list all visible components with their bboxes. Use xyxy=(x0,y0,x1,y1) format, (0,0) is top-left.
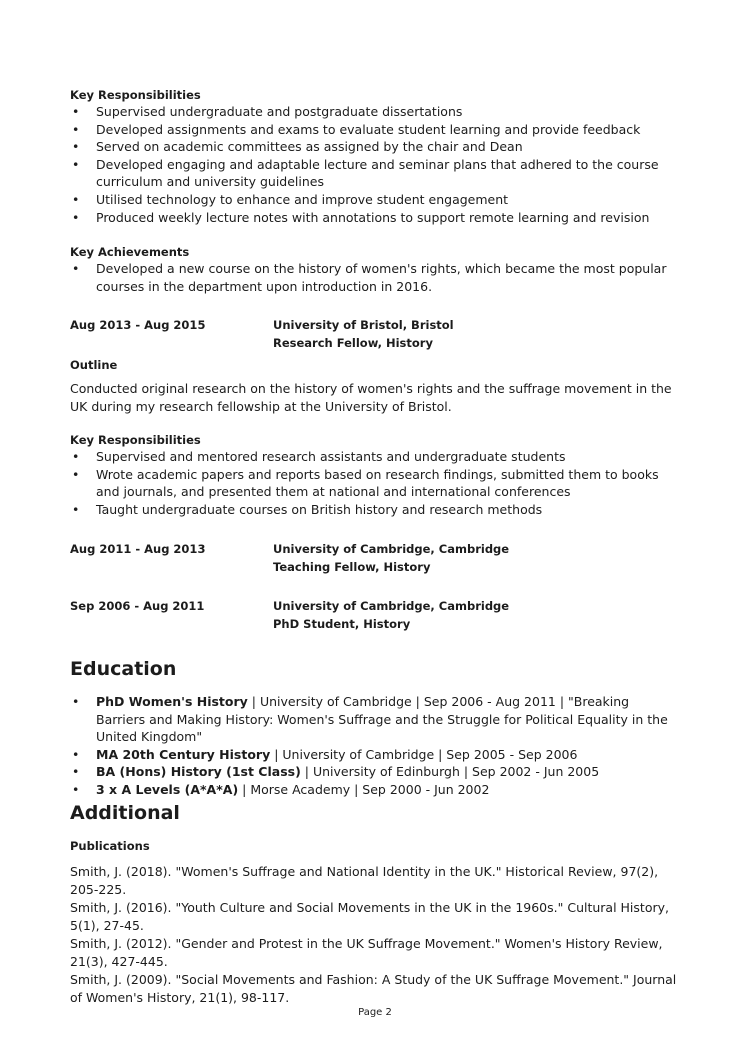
education-item xyxy=(70,693,682,746)
bullet-icon: • xyxy=(72,104,80,119)
publications-block xyxy=(70,838,682,1007)
list-item: • Supervised and mentored research assistants and undergraduate students xyxy=(72,449,566,464)
section-heading-education: Education xyxy=(70,658,177,680)
outline-heading: Outline xyxy=(70,358,118,372)
bullet-icon: • xyxy=(72,121,80,137)
education-list xyxy=(70,693,682,799)
list-item: • Utilised technology to enhance and improve student engagement xyxy=(72,191,509,207)
section-heading-additional: Additional xyxy=(70,802,180,824)
bullet-icon: • xyxy=(72,764,80,780)
responsibilities-heading: Key Responsibilities xyxy=(70,433,201,447)
list-item: • Served on academic committees as assigned by the chair and Dean xyxy=(72,139,523,155)
degree-detail: | University of Edinburgh | Sep 2002 - Jun 2005 xyxy=(300,764,600,780)
job-title: Teaching Fellow, History xyxy=(273,559,431,574)
job-dates: Aug 2013 - Aug 2015 xyxy=(70,318,206,332)
job-organisation: University of Bristol, Bristol xyxy=(273,318,454,332)
page-number: Page 2 xyxy=(358,1007,392,1018)
list-item: • Produced weekly lecture notes with annotations to support remote learning and revision xyxy=(72,209,650,225)
degree-detail: | Morse Academy | Sep 2000 - Jun 2002 xyxy=(238,781,490,797)
bullet-icon: • xyxy=(72,694,80,709)
achievements-list xyxy=(70,260,682,295)
bullet-icon: • xyxy=(72,191,80,207)
job-organisation: University of Cambridge, Cambridge xyxy=(273,542,510,556)
list-item: • Supervised undergraduate and postgraduate dissertations xyxy=(72,104,463,119)
bristol-responsibilities xyxy=(70,432,682,518)
bullet-icon: • xyxy=(72,781,80,797)
job-title: Research Fellow, History xyxy=(273,335,433,350)
bullet-icon: • xyxy=(72,209,80,225)
publication-entry: Smith, J. (2012). "Gender and Protest in the UK Suffrage Movement." Women's History Review, 21(3), 427-445. xyxy=(70,936,663,969)
responsibilities-list xyxy=(70,103,682,226)
degree-name: MA 20th Century History xyxy=(96,746,271,762)
education-item xyxy=(70,763,682,781)
education-section xyxy=(70,657,682,681)
degree-detail: | University of Cambridge | Sep 2006 - Aug 2011 | "Breaking Barriers and Making History: Women's Suffrage and the Struggle for Political Equality in the United Kingdom" xyxy=(96,694,668,745)
publications-list xyxy=(70,863,682,1007)
education-item xyxy=(70,746,682,764)
list-item: • Developed a new course on the history of women's rights, which became the most popular courses in the department upon introduction in 2016. xyxy=(72,261,667,294)
bullet-icon: • xyxy=(72,466,80,482)
additional-section xyxy=(70,801,682,825)
education-item xyxy=(70,781,682,799)
publication-entry: Smith, J. (2016). "Youth Culture and Social Movements in the UK in the 1960s." Cultural History, 5(1), 27-45. xyxy=(70,900,669,933)
bullet-icon: • xyxy=(72,746,80,762)
list-item: • Developed engaging and adaptable lecture and seminar plans that adhered to the course curriculum and university guidelines xyxy=(72,156,659,190)
bullet-icon: • xyxy=(72,156,80,172)
education-list-block xyxy=(70,693,682,799)
job-dates: Sep 2006 - Aug 2011 xyxy=(70,599,205,613)
bristol-outline xyxy=(70,357,682,415)
degree-name: 3 x A Levels (A*A*A) xyxy=(96,781,239,797)
list-item: • Taught undergraduate courses on British history and research methods xyxy=(72,501,543,517)
role1-achievements xyxy=(70,244,682,295)
publications-heading: Publications xyxy=(70,839,150,853)
job-entry-cambridge-teaching xyxy=(70,541,682,577)
bullet-icon: • xyxy=(72,449,80,464)
responsibilities-heading: Key Responsibilities xyxy=(70,88,201,102)
bullet-icon: • xyxy=(72,139,80,155)
job-organisation: University of Cambridge, Cambridge xyxy=(273,599,510,613)
degree-name: BA (Hons) History (1st Class) xyxy=(96,764,301,780)
outline-text: Conducted original research on the history of women's rights and the suffrage movement in the UK during my research fellowship at the University of Bristol. xyxy=(70,381,672,414)
publication-entry: Smith, J. (2009). "Social Movements and Fashion: A Study of the UK Suffrage Movement." Journal of Women's History, 21(1), 98-117. xyxy=(70,972,677,1005)
job-title: PhD Student, History xyxy=(273,616,411,631)
publication-entry: Smith, J. (2018). "Women's Suffrage and National Identity in the UK." Historical Review, 97(2), 205-225. xyxy=(70,864,659,897)
degree-detail: | University of Cambridge | Sep 2005 - Sep 2006 xyxy=(270,746,578,762)
list-item: • Wrote academic papers and reports based on research findings, submitted them to books and journals, and presented them at national and international conferences xyxy=(72,466,659,500)
responsibilities-list xyxy=(70,448,682,518)
achievements-heading: Key Achievements xyxy=(70,245,190,259)
role1-responsibilities xyxy=(70,87,682,226)
job-entry-cambridge-phd xyxy=(70,598,682,634)
bullet-icon: • xyxy=(72,261,80,276)
job-entry-bristol xyxy=(70,317,682,353)
job-dates: Aug 2011 - Aug 2013 xyxy=(70,542,206,556)
degree-name: PhD Women's History xyxy=(96,694,248,709)
list-item: • Developed assignments and exams to evaluate student learning and provide feedback xyxy=(72,121,641,137)
bullet-icon: • xyxy=(72,501,80,517)
